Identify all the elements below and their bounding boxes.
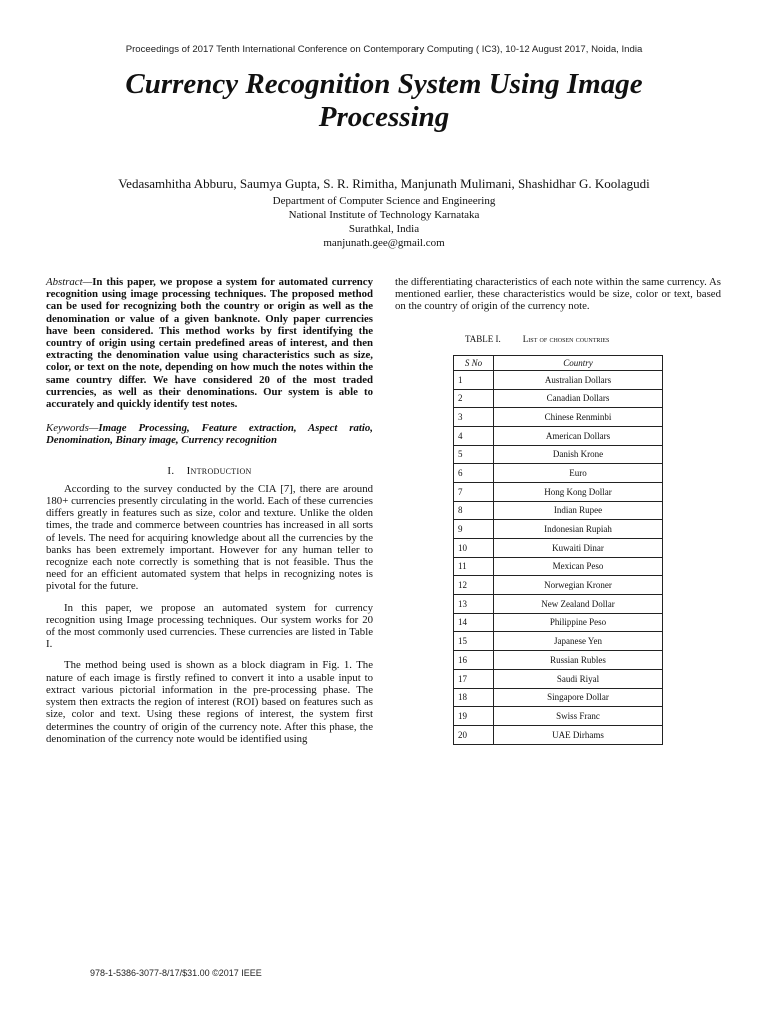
- row-number: 12: [454, 576, 494, 595]
- table-header-row: [454, 355, 663, 370]
- row-number: 3: [454, 408, 494, 427]
- continuation-paragraph: the differentiating characteristics of each note within the same currency. As mentioned earlier, these characteristics would be size, color or text, based on the country of origin of the currency note.: [395, 276, 721, 313]
- affiliation-block: [0, 194, 768, 250]
- row-country: Danish Krone: [494, 445, 663, 464]
- row-country: Swiss Franc: [494, 707, 663, 726]
- row-country: Indonesian Rupiah: [494, 520, 663, 539]
- abstract: [46, 276, 373, 410]
- table-row: [454, 520, 663, 539]
- section-number: I.: [167, 464, 175, 477]
- table-row: [454, 576, 663, 595]
- row-country: Chinese Renminbi: [494, 408, 663, 427]
- row-country: Hong Kong Dollar: [494, 482, 663, 501]
- row-country: New Zealand Dollar: [494, 595, 663, 614]
- row-number: 14: [454, 613, 494, 632]
- row-number: 2: [454, 389, 494, 408]
- row-number: 5: [454, 445, 494, 464]
- table-number: TABLE I.: [465, 333, 501, 344]
- table-caption: [465, 333, 721, 345]
- table-row: [454, 370, 663, 389]
- row-number: 13: [454, 595, 494, 614]
- table-row: [454, 501, 663, 520]
- footer-identifier: 978-1-5386-3077-8/17/$31.00 ©2017 IEEE: [90, 968, 262, 978]
- author-list: Vedasamhitha Abburu, Saumya Gupta, S. R. Rimitha, Manjunath Mulimani, Shashidhar G. Koolagudi: [118, 176, 650, 191]
- table-row: [454, 613, 663, 632]
- table-row: [454, 539, 663, 558]
- table-row: [454, 725, 663, 744]
- paper-title: Currency Recognition System Using Image Processing: [125, 68, 643, 133]
- row-country: Singapore Dollar: [494, 688, 663, 707]
- row-number: 6: [454, 464, 494, 483]
- keywords-lead: Keywords—: [46, 422, 99, 435]
- row-number: 15: [454, 632, 494, 651]
- proceedings-header: Proceedings of 2017 Tenth International Conference on Contemporary Computing ( IC3), 10-12 August 2017, Noida, India: [125, 44, 643, 55]
- table-row: [454, 464, 663, 483]
- left-column: [46, 276, 373, 745]
- row-country: Euro: [494, 464, 663, 483]
- row-number: 1: [454, 370, 494, 389]
- row-number: 4: [454, 426, 494, 445]
- row-country: Australian Dollars: [494, 370, 663, 389]
- row-country: Philippine Peso: [494, 613, 663, 632]
- row-country: Japanese Yen: [494, 632, 663, 651]
- section-title: Introduction: [186, 464, 252, 477]
- row-country: Indian Rupee: [494, 501, 663, 520]
- row-country: American Dollars: [494, 426, 663, 445]
- institute: National Institute of Technology Karnataka: [288, 209, 480, 221]
- table-row: [454, 426, 663, 445]
- table-row: [454, 389, 663, 408]
- email-address: manjunath.gee@gmail.com: [323, 237, 445, 249]
- keywords: [46, 422, 373, 446]
- table-row: [454, 707, 663, 726]
- row-number: 10: [454, 539, 494, 558]
- table-row: [454, 651, 663, 670]
- header-country: Country: [494, 355, 663, 370]
- row-country: Mexican Peso: [494, 557, 663, 576]
- table-row: [454, 632, 663, 651]
- department: Department of Computer Science and Engineering: [272, 195, 496, 207]
- abstract-lead: Abstract—: [46, 276, 93, 288]
- row-country: Canadian Dollars: [494, 389, 663, 408]
- table-row: [454, 408, 663, 427]
- row-number: 17: [454, 669, 494, 688]
- header-sno: S No: [454, 355, 494, 370]
- countries-table: [453, 355, 663, 745]
- table-row: [454, 595, 663, 614]
- intro-paragraph-2: In this paper, we propose an automated system for currency recognition using Image processing techniques. Our system works for 20 of the most commonly used currencies. These currencies are listed in Table I.: [46, 601, 373, 651]
- right-column: [395, 276, 721, 745]
- table-row: [454, 445, 663, 464]
- row-country: Kuwaiti Dinar: [494, 539, 663, 558]
- table-title: List of chosen countries: [522, 333, 610, 344]
- intro-paragraph-1: According to the survey conducted by the CIA [7], there are around 180+ currencies presently circulating in the world. Each of these currencies differs greatly in features such as size, color and texture. Unlike the olden times, the trade and commerce between countries has increased in all sorts of levels. The need for acquiring knowledge about all the currencies by the banks has been extremely important. However for any human teller to recognize each note correctly is something that is not feasible. Thus the need for an efficient automated system that helps in recognizing notes is pivotal for the future.: [46, 482, 373, 593]
- table-row: [454, 669, 663, 688]
- row-country: Saudi Riyal: [494, 669, 663, 688]
- intro-paragraph-3: The method being used is shown as a block diagram in Fig. 1. The nature of each image is firstly refined to convert it into a usable input to extract various pictorial information in the pre-processing phase. The system then extracts the region of interest (ROI) based on features such as size, color and text. Using these regions of interest, the system first determines the country of origin of the currency note. After this phase, the denomination of the currency note would be identified using: [46, 659, 373, 745]
- row-country: Russian Rubles: [494, 651, 663, 670]
- table-row: [454, 557, 663, 576]
- row-number: 8: [454, 501, 494, 520]
- table-row: [454, 688, 663, 707]
- location: Surathkal, India: [348, 223, 420, 235]
- row-number: 20: [454, 725, 494, 744]
- row-country: UAE Dirhams: [494, 725, 663, 744]
- row-country: Norwegian Kroner: [494, 576, 663, 595]
- row-number: 16: [454, 651, 494, 670]
- table-row: [454, 482, 663, 501]
- row-number: 19: [454, 707, 494, 726]
- row-number: 18: [454, 688, 494, 707]
- abstract-text: In this paper, we propose a system for automated currency recognition using image processing techniques. The proposed method can be used for recognizing both the country or origin as well as the denomination or value of a given banknote. Only paper currencies have been considered. This method works by first identifying the country of origin using certain predefined areas of interest, and then extracting the denomination value using characteristics such as size, color, or text on the note, depending on how much the notes within the same country differ. We have considered 20 of the most traded currencies, as well as their denominations. Our system is able to accurately and quickly identify test notes.: [46, 276, 373, 411]
- section-heading-introduction: [46, 465, 373, 477]
- row-number: 11: [454, 557, 494, 576]
- row-number: 7: [454, 482, 494, 501]
- keywords-text: Image Processing, Feature extraction, Aspect ratio, Denomination, Binary image, Currency recognition: [46, 422, 373, 447]
- row-number: 9: [454, 520, 494, 539]
